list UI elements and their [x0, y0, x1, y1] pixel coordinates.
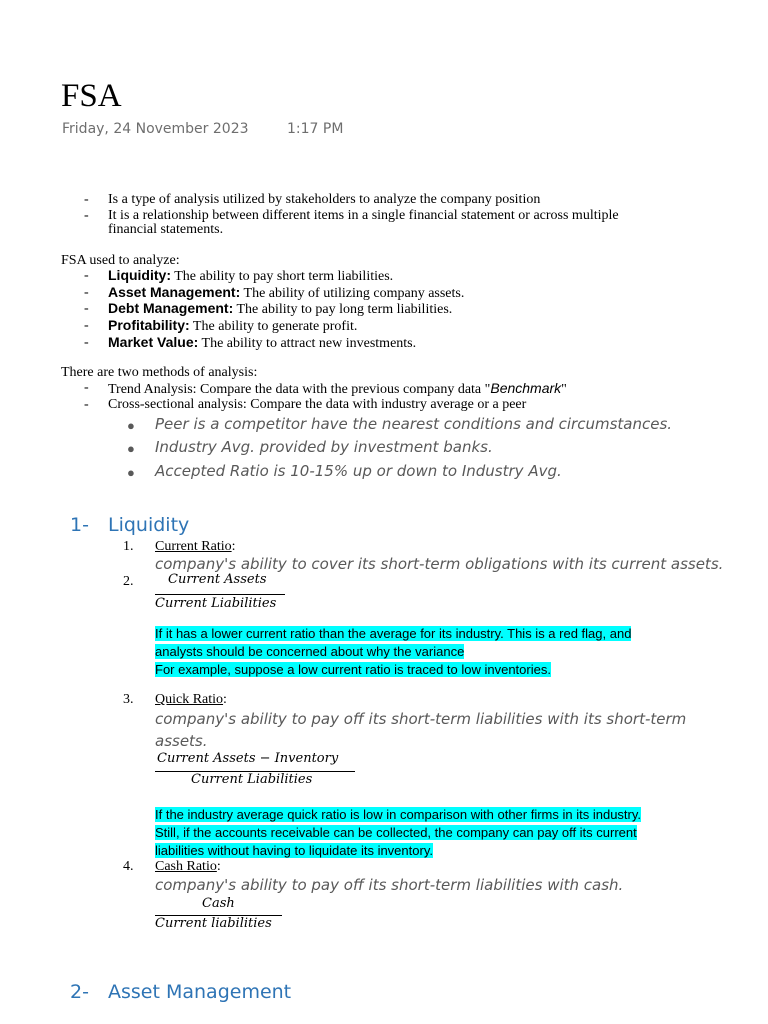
list-number: 3. [123, 692, 134, 707]
dash-marker: - [84, 318, 89, 333]
bullet-marker: ● [127, 418, 135, 433]
highlight-line: For example, suppose a low current ratio is traced to low inventories. [155, 662, 551, 677]
area-desc: The ability to generate profit. [192, 319, 358, 334]
highlight-line: analysts should be concerned about why the variance [155, 644, 465, 659]
area-item-asset-management [108, 285, 464, 301]
ratio-label: Current Ratio [155, 539, 232, 554]
section-number: 2- [70, 981, 89, 1003]
area-item-liquidity [108, 268, 393, 284]
dash-marker: - [84, 208, 89, 223]
fraction-numerator: Cash [202, 896, 235, 911]
current-ratio-note [155, 625, 631, 679]
highlight-line: Still, if the accounts receivable can be collected, the company can pay off its current [155, 825, 637, 840]
list-number: 2. [123, 574, 134, 589]
area-desc: The ability to attract new investments. [201, 336, 417, 351]
methods-label: There are two methods of analysis: [61, 365, 258, 380]
method-trend [108, 381, 567, 397]
intro-bullet: It is a relationship between different items in a single financial statement or across multiple [108, 208, 619, 223]
intro-bullet-continuation: financial statements. [108, 222, 224, 237]
area-term: Liquidity: [108, 267, 171, 283]
area-item-profitability [108, 318, 357, 334]
ratio-description: company's ability to pay off its short-term liabilities with cash. [155, 876, 624, 894]
list-number: 4. [123, 859, 134, 874]
dash-marker: - [84, 335, 89, 350]
dash-marker: - [84, 380, 89, 395]
ratio-label: Quick Ratio [155, 692, 224, 707]
area-item-debt-management [108, 301, 452, 317]
list-number: 1. [123, 539, 134, 554]
ratio-title-quick [155, 692, 227, 707]
ratio-description-continuation: assets. [155, 732, 208, 750]
section-heading-asset-management: Asset Management [108, 981, 292, 1003]
page-title: FSA [61, 78, 122, 114]
area-term: Asset Management: [108, 284, 241, 300]
method-trend-text: Trend Analysis: Compare the data with the previous company data " [108, 382, 491, 397]
bullet-marker: ● [127, 465, 135, 480]
area-desc: The ability to pay long term liabilities. [236, 302, 453, 317]
fraction-numerator: Current Assets [168, 572, 267, 587]
dash-marker: - [84, 301, 89, 316]
method-cross-sectional: Cross-sectional analysis: Compare the data with industry average or a peer [108, 397, 527, 412]
used-to-label: FSA used to analyze: [61, 253, 180, 268]
fraction-denominator: Current liabilities [155, 916, 272, 931]
ratio-colon: : [216, 859, 221, 874]
dash-marker: - [84, 192, 89, 207]
area-item-market-value [108, 335, 416, 351]
fraction-denominator: Current Liabilities [191, 772, 313, 787]
page-time: 1:17 PM [287, 121, 344, 137]
dash-marker: - [84, 285, 89, 300]
ratio-colon: : [223, 692, 227, 707]
ratio-description: company's ability to pay off its short-term liabilities with its short-term [155, 710, 687, 728]
ratio-colon: : [231, 539, 236, 554]
peer-note: Industry Avg. provided by investment banks. [155, 438, 493, 456]
benchmark-emphasis: Benchmark [490, 380, 562, 396]
ratio-label: Cash Ratio [155, 859, 217, 874]
area-term: Market Value: [108, 334, 199, 350]
highlight-line: liabilities without having to liquidate its inventory. [155, 843, 433, 858]
section-number: 1- [70, 514, 89, 536]
area-term: Debt Management: [108, 300, 234, 316]
dash-marker: - [84, 268, 89, 283]
area-term: Profitability: [108, 317, 190, 333]
ratio-title-cash [155, 859, 221, 874]
method-trend-quote: " [561, 382, 567, 397]
highlight-line: If it has a lower current ratio than the average for its industry. This is a red flag, and [155, 626, 632, 641]
peer-note: Peer is a competitor have the nearest conditions and circumstances. [155, 415, 673, 433]
highlight-line: If the industry average quick ratio is low in comparison with other firms in its industry. [155, 807, 642, 822]
area-desc: The ability of utilizing company assets. [243, 286, 465, 301]
bullet-marker: ● [127, 441, 135, 456]
ratio-description: company's ability to cover its short-term obligations with its current assets. [155, 555, 724, 573]
dash-marker: - [84, 397, 89, 412]
section-heading-liquidity: Liquidity [108, 514, 190, 536]
quick-ratio-note [155, 806, 641, 860]
intro-bullet: Is a type of analysis utilized by stakeholders to analyze the company position [108, 192, 541, 207]
ratio-title-current [155, 539, 236, 554]
fraction-numerator: Current Assets − Inventory [157, 751, 339, 766]
fraction-denominator: Current Liabilities [155, 596, 277, 611]
fraction-bar [155, 594, 285, 595]
area-desc: The ability to pay short term liabilities. [174, 269, 394, 284]
page-date: Friday, 24 November 2023 [62, 121, 249, 137]
peer-note: Accepted Ratio is 10-15% up or down to Industry Avg. [155, 462, 562, 480]
